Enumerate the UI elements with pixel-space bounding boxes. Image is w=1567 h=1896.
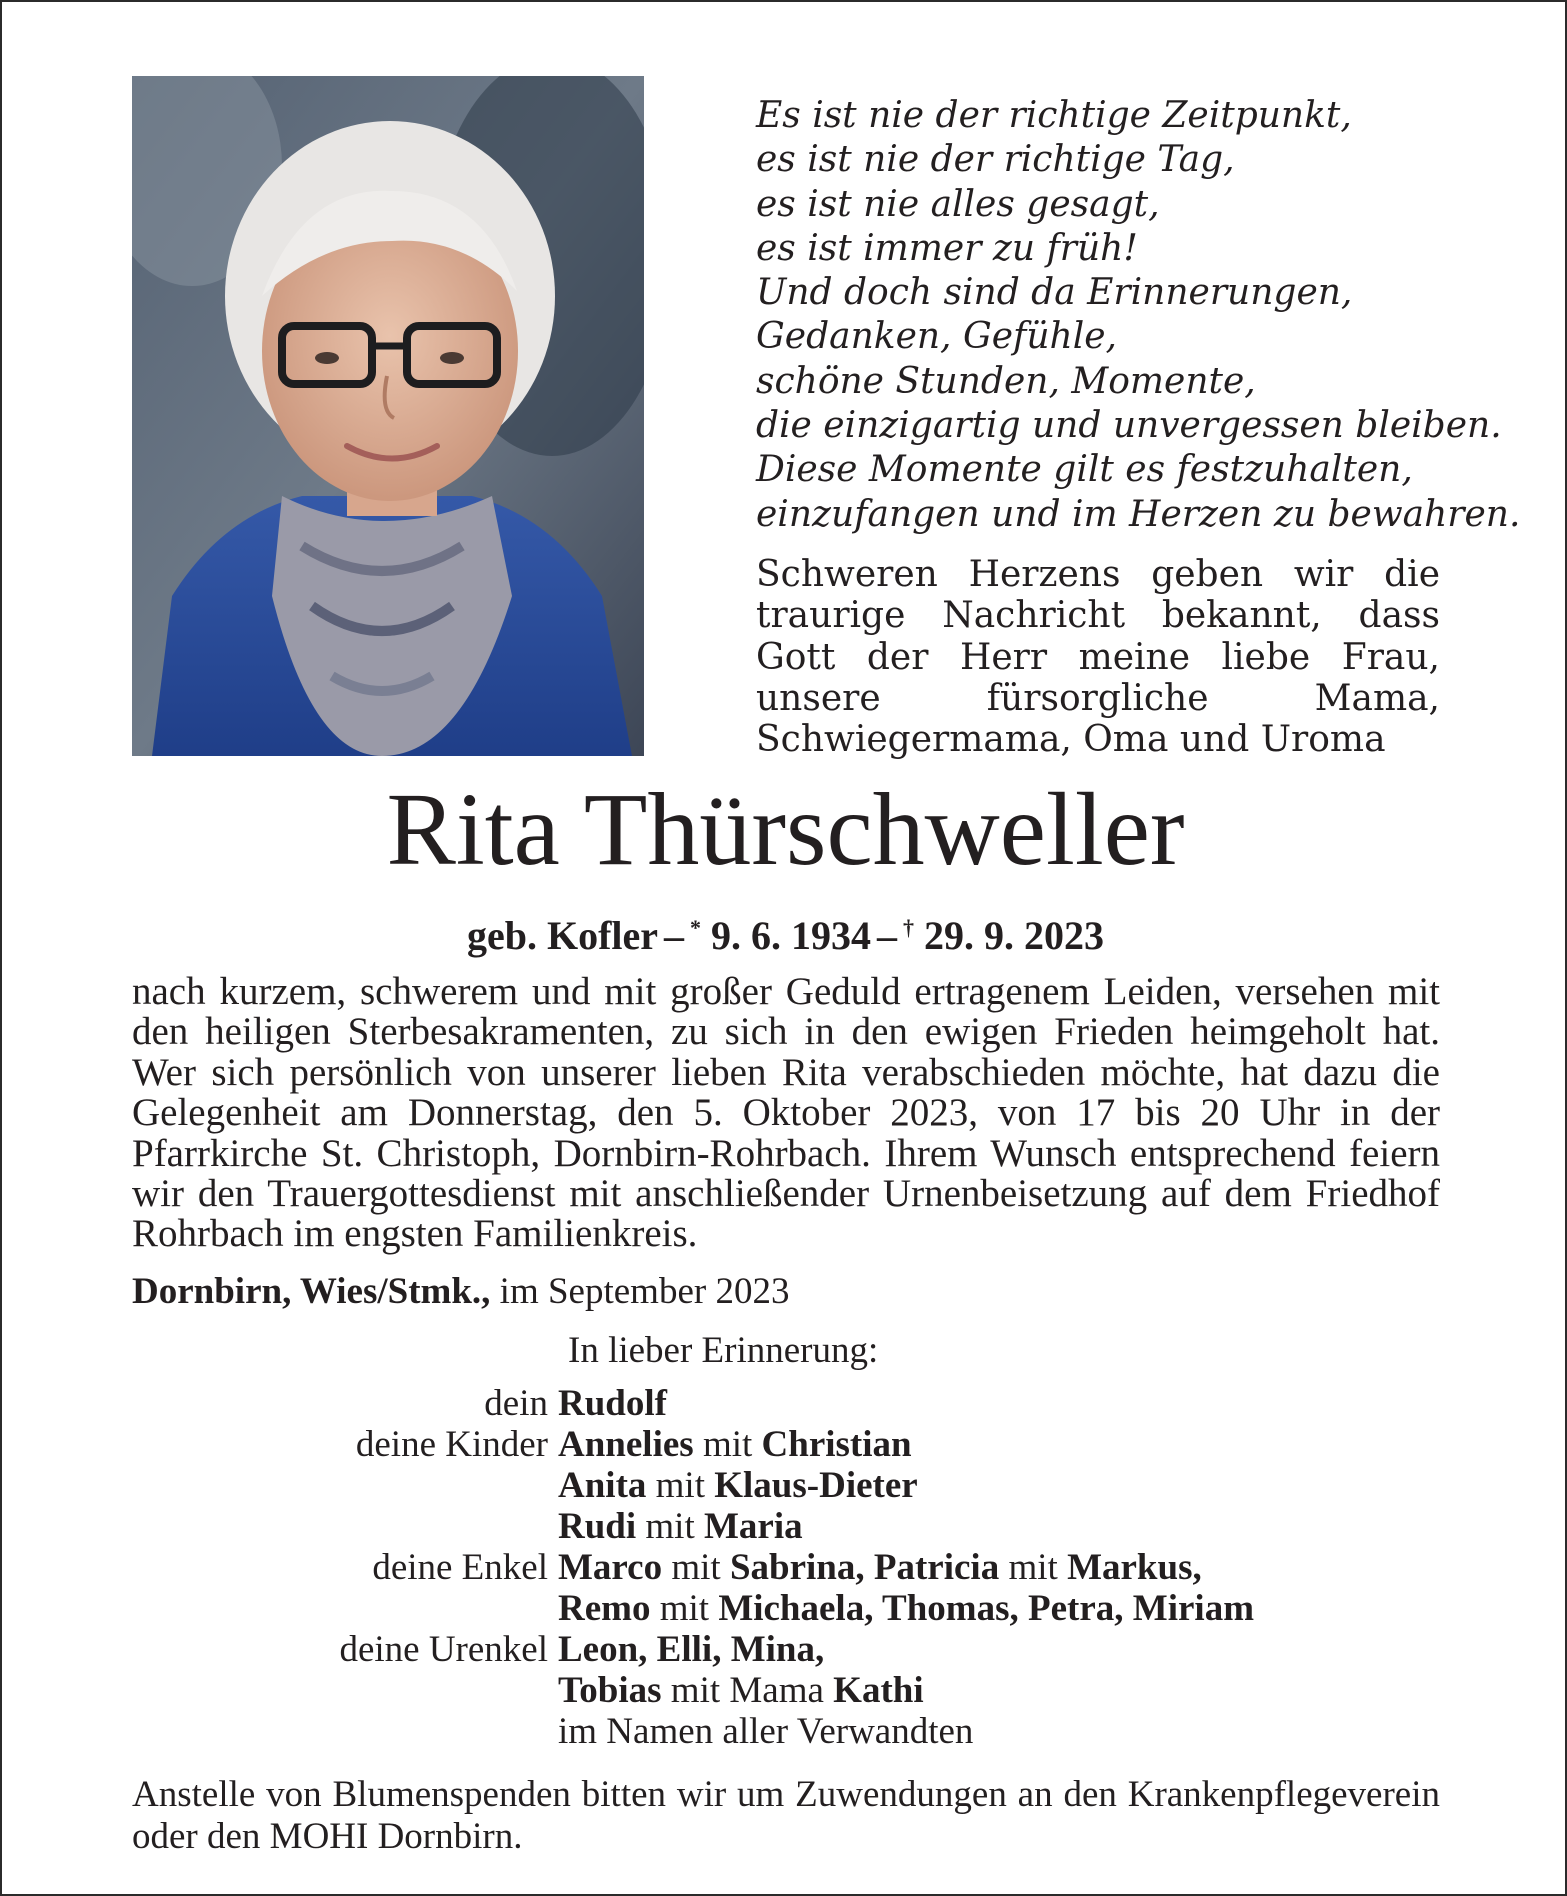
child-name: Annelies xyxy=(558,1424,694,1465)
poem-line: einzufangen und im Herzen zu bewahren. xyxy=(756,493,1521,535)
relation-label: deine Urenkel xyxy=(339,1629,548,1670)
portrait-illustration xyxy=(132,76,644,756)
birth-symbol: * xyxy=(690,915,702,940)
family-row xyxy=(2,1547,1567,1588)
spouse-name: Rudolf xyxy=(558,1383,667,1424)
grandchild-name: Marco xyxy=(558,1547,663,1588)
poem-line: Gedanken, Gefühle, xyxy=(756,316,1117,358)
connector-text: mit xyxy=(659,1588,710,1629)
relatives-note: im Namen aller Verwandten xyxy=(558,1711,974,1752)
death-date: 29. 9. 2023 xyxy=(924,913,1105,958)
parent-name: Kathi xyxy=(833,1670,924,1711)
connector-text: mit xyxy=(1008,1547,1058,1588)
partner-name: Maria xyxy=(704,1506,803,1547)
notice-date: im September 2023 xyxy=(499,1271,790,1312)
poem-line: die einzigartig und unvergessen bleiben. xyxy=(756,405,1502,447)
relation-label: dein xyxy=(484,1383,548,1424)
family-row xyxy=(2,1711,1567,1752)
announcement-body: nach kurzem, schwerem und mit großer Geduld ertragenem Leiden, versehen mit den heiligen Sterbesakramenten, zu sich in den ewigen Frieden heimgeholt hat. Wer sich persönlich von unserer lieben Rita verabschieden möchte, hat dazu die Gelegenheit am Donnerstag, den 5. Oktober 2023, von 17 bis 20 Uhr in der Pfarrkirche St. Christoph, Dornbirn-Rohrbach. Ihrem Wunsch entsprechend feiern wir den Trauergottesdienst mit anschließender Urnenbeisetzung auf dem Friedhof Rohrbach im engsten Familienkreis. xyxy=(132,970,1440,1256)
memory-heading: In lieber Erinnerung: xyxy=(568,1330,879,1371)
great-grandchild-name: Tobias xyxy=(558,1670,662,1711)
connector-text: mit Mama xyxy=(670,1670,824,1711)
donation-note: Anstelle von Blumenspenden bitten wir um Zuwendungen an den Krankenpflegeverein oder den MOHI Dornbirn. xyxy=(132,1774,1440,1857)
family-row xyxy=(2,1383,1567,1424)
place-and-date xyxy=(132,1270,789,1314)
child-name: Rudi xyxy=(558,1506,637,1547)
poem-line: es ist immer zu früh! xyxy=(756,227,1138,269)
relation-label: deine Kinder xyxy=(355,1424,548,1465)
family-row xyxy=(2,1670,1567,1711)
connector-text: mit xyxy=(671,1547,721,1588)
poem-line: Diese Momente gilt es festzuhalten, xyxy=(756,449,1413,491)
partner-name: Sabrina, Patricia xyxy=(729,1547,1000,1588)
deceased-name: Rita Thürschweller xyxy=(386,772,1185,887)
family-row xyxy=(2,1588,1567,1629)
death-symbol: † xyxy=(903,915,915,940)
life-dates: geb. Kofler – * 9. 6. 1934 – † 29. 9. 2023 xyxy=(466,913,1105,958)
portrait-photo xyxy=(132,76,644,756)
poem-line: es ist nie alles gesagt, xyxy=(756,183,1160,225)
family-row xyxy=(2,1629,1567,1670)
memorial-poem xyxy=(756,94,1521,537)
partner-name: Klaus-Dieter xyxy=(714,1465,918,1506)
poem-line: Es ist nie der richtige Zeitpunkt, xyxy=(756,95,1352,136)
grandchild-names: Michaela, Thomas, Petra, Miriam xyxy=(718,1588,1255,1629)
birth-date: 9. 6. 1934 xyxy=(711,913,872,958)
connector-text: mit xyxy=(702,1424,753,1465)
partner-name: Markus, xyxy=(1067,1547,1202,1588)
poem-line: es ist nie der richtige Tag, xyxy=(756,139,1235,181)
announcement-intro: Schweren Herzens geben wir die traurige Nachricht bekannt, dass Gott der Herr meine liebe Frau, unsere fürsorgliche Mama, Schwiegermama, Oma und Uroma xyxy=(756,554,1440,761)
great-grandchild-names: Leon, Elli, Mina, xyxy=(558,1629,825,1670)
grandchild-name: Remo xyxy=(558,1588,651,1629)
locations: Dornbirn, Wies/Stmk., xyxy=(132,1271,491,1312)
family-row xyxy=(2,1506,1567,1547)
child-name: Anita xyxy=(558,1465,647,1506)
poem-line: schöne Stunden, Momente, xyxy=(756,360,1256,402)
family-list xyxy=(2,1383,1567,1752)
connector-text: mit xyxy=(645,1506,695,1547)
family-row xyxy=(2,1424,1567,1465)
maiden-name: geb. Kofler xyxy=(466,913,659,958)
poem-line: Und doch sind da Erinnerungen, xyxy=(756,272,1353,314)
connector-text: mit xyxy=(655,1465,705,1506)
partner-name: Christian xyxy=(761,1424,912,1465)
relation-label: deine Enkel xyxy=(372,1547,548,1588)
family-row xyxy=(2,1465,1567,1506)
